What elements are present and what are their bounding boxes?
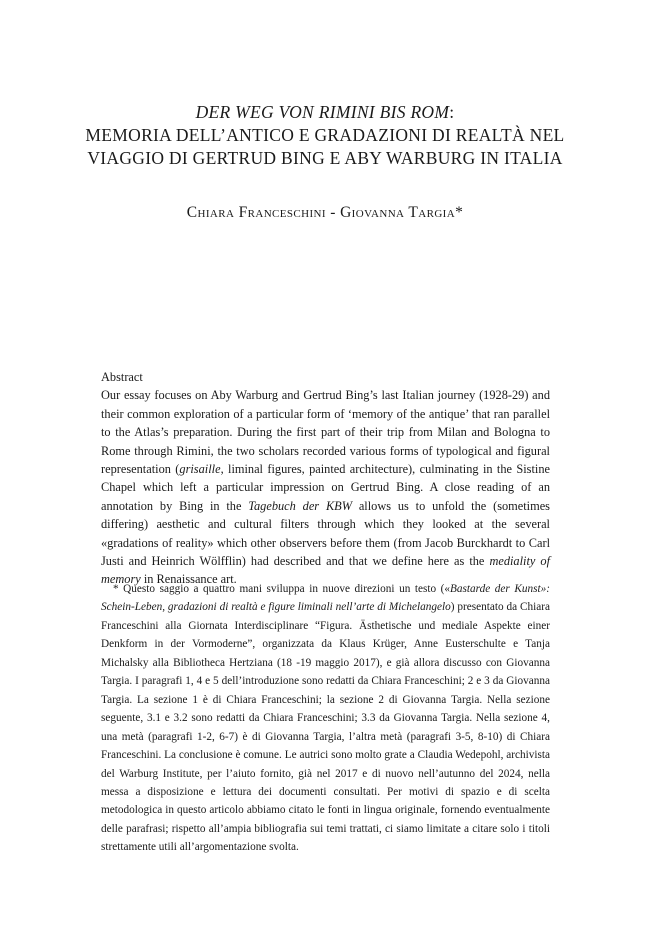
article-title <box>60 101 590 170</box>
abstract-em-3: mediality of memory <box>101 554 550 587</box>
abstract-text-1: Our essay focuses on Aby Warburg and Gertrud Bing’s last Italian journey (1928-29) and their common exploration of a particular form of ‘memory of the antique’ that ran parallel to the Atlas’s preparation. During the first part of their trip from Milan and Bologna to Rome through Rimini, the two scholars recorded various forms of typological and figural representation ( <box>101 388 550 477</box>
title-line-1 <box>60 101 590 124</box>
footnote-text-1: * Questo saggio a quattro mani sviluppa in nuove direzioni un testo (« <box>113 583 451 595</box>
title-colon: : <box>449 102 455 122</box>
abstract-section <box>101 368 550 589</box>
abstract-text-2: , liminal figures, painted architecture), culminating in the Sistine Chapel which left a particular impression on Gertrud Bing. A close reading of an annotation by Bing in the <box>101 462 550 513</box>
abstract-text-4: in Renaissance art. <box>140 572 237 587</box>
title-line-2: MEMORIA DELL’ANTICO E GRADAZIONI DI REALTÀ NEL <box>85 125 565 145</box>
title-line-3: VIAGGIO DI GERTRUD BING E ABY WARBURG IN ITALIA <box>87 148 563 168</box>
abstract-text-3: allows us to unfold the (sometimes differing) aesthetic and cultural filters through which they looked at the several «gradations of reality» which other observers before them (from Jacob Burckhardt to Carl Justi and Heinrich Wölfflin) had described and that we define here as the <box>101 498 550 569</box>
author-names: Chiara Franceschini - Giovanna Targia* <box>186 204 464 221</box>
title-italic-part: DER WEG VON RIMINI BIS ROM <box>195 102 450 122</box>
footnote-em-1: Bastarde der Kunst»: Schein-Leben, gradazioni di realtà e figure liminali nell’arte di Michelangelo <box>101 583 550 614</box>
abstract-em-1: grisaille <box>179 462 221 477</box>
abstract-em-2: Tagebuch der KBW <box>248 498 352 513</box>
footnote <box>101 580 550 857</box>
footnote-text-2: ) presentato da Chiara Franceschini alla Giornata Interdisciplinare “Figura. Ästhetische und mediale Aspekte einer Denkform in der Vormoderne”, organizzata da Klaus Krüger, Anne Eusterschulte e Tanja Michalsky alla Bibliotheca Hertziana (18 -19 maggio 2017), e già allora discusso con Giovanna Targia. I paragrafi 1, 4 e 5 dell’introduzione sono redatti da Chiara Franceschini; 2 e 3 da Giovanna Targia. La sezione 1 è di Chiara Franceschini; la sezione 2 di Giovanna Targia. Nella sezione seguente, 3.1 e 3.2 sono redatti da Chiara Franceschini; 3.3 da Giovanna Targia. Nella sezione 4, una metà (paragrafi 1-2, 6-7) è di Giovanna Targia, l’altra metà (paragrafi 3-5, 8-10) di Chiara Franceschini. La conclusione è comune. Le autrici sono molto grate a Claudia Wedepohl, archivista del Warburg Institute, per l’aiuto fornito, già nel 2017 e di nuovo nell’autunno del 2024, nella messa a disposizione e lettura dei documenti consultati. Per motivi di spazio e di scelta metodologica in questo articolo abbiamo citato le fonti in lingua originale, fornendo eventualmente delle parafrasi; rispetto all’ampia bibliografia sui temi trattati, ci siamo limitate a citare solo i titoli strettamente utili all’argomentazione svolta. <box>101 601 551 854</box>
abstract-heading: Abstract <box>101 370 143 384</box>
